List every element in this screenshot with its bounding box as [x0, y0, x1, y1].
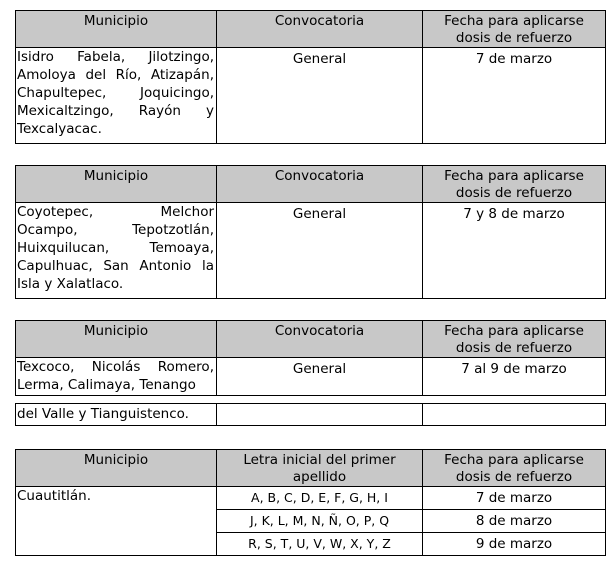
table-header-row: [16, 11, 606, 48]
convocatoria-cell: General: [217, 203, 423, 299]
letras-cell: J, K, L, M, N, Ñ, O, P, Q: [217, 510, 423, 533]
header-fecha: Fecha para aplicarse dosis de refuerzo: [423, 11, 606, 48]
municipio-cell: Texcoco, Nicolás Romero, Lerma, Calimaya, Tenango: [16, 358, 217, 396]
header-municipio: Municipio: [16, 450, 217, 487]
header-letra-inicial: Letra inicial del primer apellido: [217, 450, 423, 487]
convocatoria-cell: General: [217, 358, 423, 396]
municipio-cell: Coyotepec, Melchor Ocampo, Tepotzotlán, Huixquilucan, Temoaya, Capulhuac, San Antonio la Isla y Xalatlaco.: [16, 203, 217, 299]
table-row: [16, 404, 606, 426]
table-row: [16, 358, 606, 396]
fecha-cell: 7 de marzo: [423, 48, 606, 144]
fecha-cell: 7 y 8 de marzo: [423, 203, 606, 299]
letras-cell: R, S, T, U, V, W, X, Y, Z: [217, 533, 423, 556]
header-fecha: Fecha para aplicarse dosis de refuerzo: [423, 166, 606, 203]
municipio-cell: Isidro Fabela, Jilotzingo, Amoloya del Río, Atizapán, Chapultepec, Joquicingo, Mexicaltzingo, Rayón y Texcalyacac.: [16, 48, 217, 144]
vaccination-table-3-continuation: [15, 403, 606, 426]
table-header-row: [16, 166, 606, 203]
header-municipio: Municipio: [16, 166, 217, 203]
vaccination-table-3: [15, 320, 606, 396]
table-header-row: [16, 321, 606, 358]
fecha-cell: 9 de marzo: [423, 533, 606, 556]
table-header-row: [16, 450, 606, 487]
header-fecha: Fecha para aplicarse dosis de refuerzo: [423, 450, 606, 487]
header-municipio: Municipio: [16, 11, 217, 48]
vaccination-table-2: [15, 165, 606, 299]
vaccination-table-1: [15, 10, 606, 144]
header-convocatoria: Convocatoria: [217, 166, 423, 203]
empty-cell: [423, 404, 606, 426]
fecha-cell: 8 de marzo: [423, 510, 606, 533]
header-convocatoria: Convocatoria: [217, 321, 423, 358]
empty-cell: [217, 404, 423, 426]
header-convocatoria: Convocatoria: [217, 11, 423, 48]
municipio-cell: Cuautitlán.: [16, 487, 217, 556]
header-fecha: Fecha para aplicarse dosis de refuerzo: [423, 321, 606, 358]
header-municipio: Municipio: [16, 321, 217, 358]
fecha-cell: 7 al 9 de marzo: [423, 358, 606, 396]
table-row: [16, 48, 606, 144]
vaccination-table-4: [15, 449, 606, 556]
table-row: [16, 487, 606, 510]
municipio-cell: del Valle y Tianguistenco.: [16, 404, 217, 426]
table-row: [16, 203, 606, 299]
letras-cell: A, B, C, D, E, F, G, H, I: [217, 487, 423, 510]
convocatoria-cell: General: [217, 48, 423, 144]
fecha-cell: 7 de marzo: [423, 487, 606, 510]
